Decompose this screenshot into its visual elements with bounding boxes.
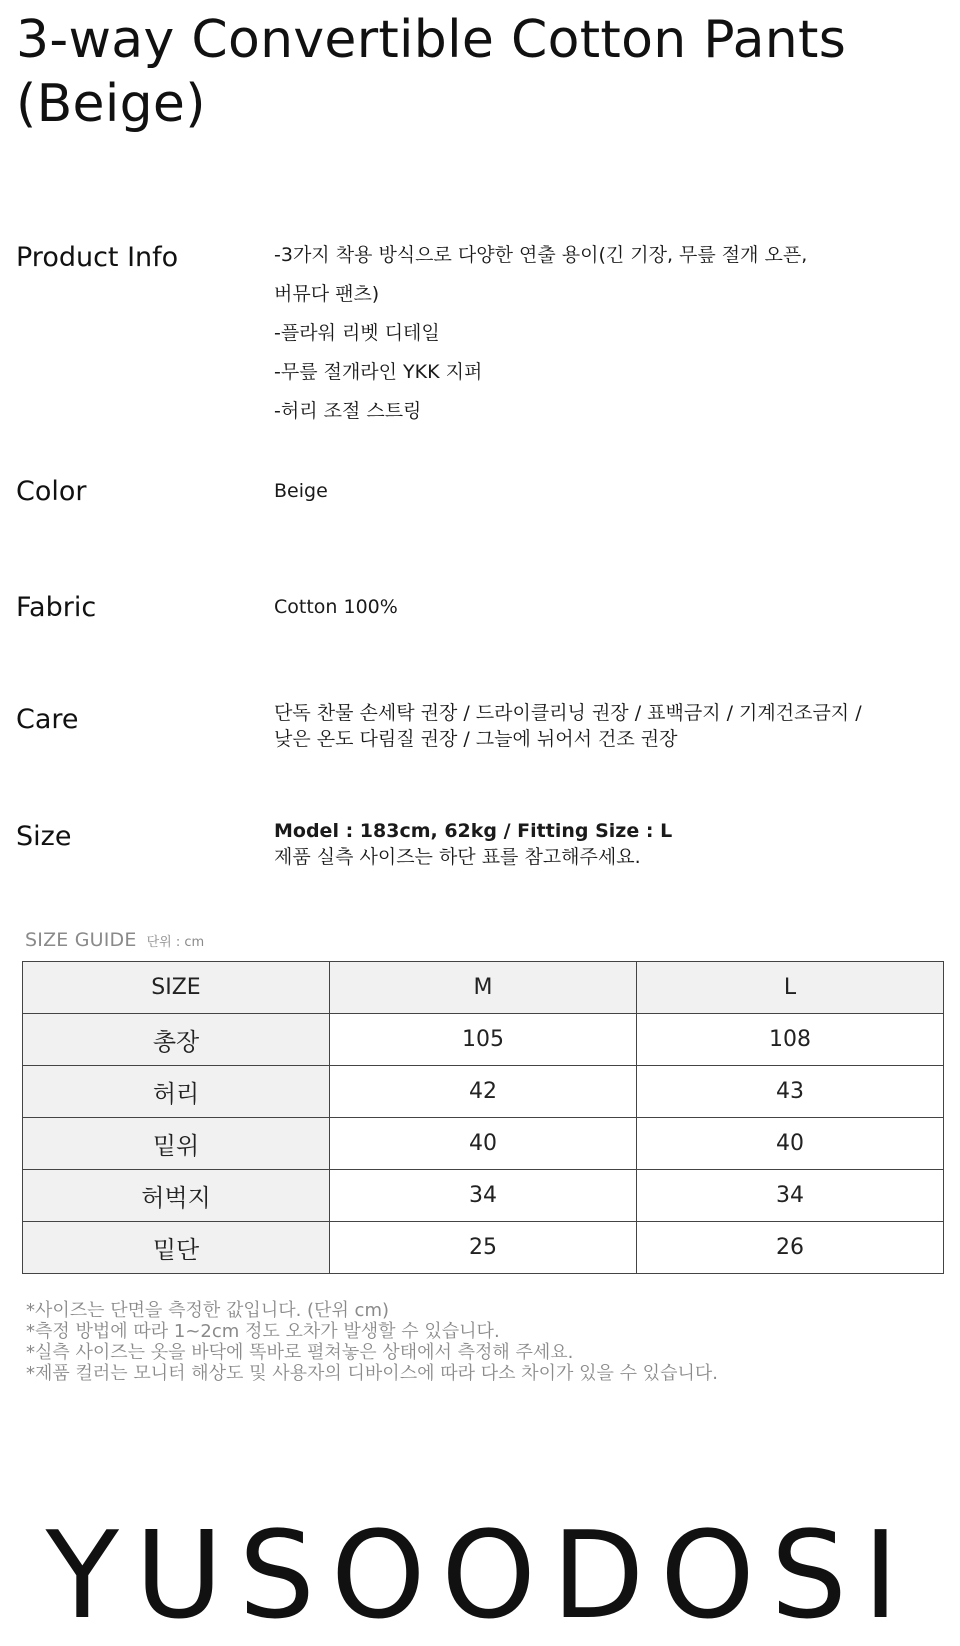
measurement-name: 밑단 (23, 1222, 330, 1274)
color-label: Color (16, 476, 87, 507)
measurement-value: 34 (637, 1170, 944, 1222)
product-info-value (274, 236, 807, 431)
product-info-line: -3가지 착용 방식으로 다양한 연출 용이(긴 기장, 무릎 절개 오픈, (274, 244, 808, 266)
fabric-label: Fabric (16, 592, 97, 623)
care-value (274, 700, 862, 752)
measurement-value: 40 (330, 1118, 637, 1170)
measurement-value: 40 (637, 1118, 944, 1170)
size-guide-unit: 단위 : cm (146, 935, 205, 950)
size-value (274, 818, 672, 870)
measurement-value: 25 (330, 1222, 637, 1274)
care-line: 단독 찬물 손세탁 권장 / 드라이클리닝 권장 / 표백금지 / 기계건조금지 / (274, 702, 862, 724)
table-row (23, 1066, 944, 1118)
size-table (22, 961, 944, 1274)
measurement-value: 43 (637, 1066, 944, 1118)
measurement-value: 34 (330, 1170, 637, 1222)
product-title: 3-way Convertible Cotton Pants (Beige) (16, 10, 847, 134)
fabric-value: Cotton 100% (274, 596, 398, 618)
table-row (23, 1170, 944, 1222)
measurement-value: 26 (637, 1222, 944, 1274)
measurement-name: 총장 (23, 1014, 330, 1066)
table-row (23, 1014, 944, 1066)
table-row (23, 1118, 944, 1170)
product-info-line: -플라워 리벳 디테일 (274, 322, 440, 344)
size-table-header-cell: M (330, 962, 637, 1014)
product-info-label: Product Info (16, 242, 179, 273)
measurement-value: 108 (637, 1014, 944, 1066)
color-value: Beige (274, 480, 328, 502)
product-info-line: -무릎 절개라인 YKK 지퍼 (274, 361, 483, 383)
product-info-line: 버뮤다 팬츠) (274, 283, 380, 305)
size-reference-line: 제품 실측 사이즈는 하단 표를 참고해주세요. (274, 846, 641, 868)
measurement-name: 허벅지 (23, 1170, 330, 1222)
model-fit-line: Model : 183cm, 62kg / Fitting Size : L (274, 820, 673, 842)
brand-logo: YUSOODOSI (45, 1507, 915, 1646)
size-table-header-row (23, 962, 944, 1014)
product-info-line: -허리 조절 스트링 (274, 400, 422, 422)
size-label: Size (16, 821, 72, 852)
measurement-name: 허리 (23, 1066, 330, 1118)
size-guide-title: SIZE GUIDE (25, 929, 137, 951)
size-table-header-cell: L (637, 962, 944, 1014)
note-line: *사이즈는 단면을 측정한 값입니다. (단위 cm) (26, 1300, 390, 1321)
note-line: *제품 컬러는 모니터 해상도 및 사용자의 디바이스에 따라 다소 차이가 있을 수 있습니다. (26, 1363, 718, 1384)
size-table-header-cell: SIZE (23, 962, 330, 1014)
table-row (23, 1222, 944, 1274)
care-label: Care (16, 704, 79, 735)
note-line: *실측 사이즈는 옷을 바닥에 똑바로 펼쳐놓은 상태에서 측정해 주세요. (26, 1342, 574, 1363)
size-guide-header (25, 929, 204, 951)
measurement-name: 밑위 (23, 1118, 330, 1170)
care-line: 낮은 온도 다림질 권장 / 그늘에 뉘어서 건조 권장 (274, 728, 678, 750)
note-line: *측정 방법에 따라 1~2cm 정도 오차가 발생할 수 있습니다. (26, 1321, 500, 1342)
measurement-value: 105 (330, 1014, 637, 1066)
size-notes (26, 1300, 718, 1384)
measurement-value: 42 (330, 1066, 637, 1118)
